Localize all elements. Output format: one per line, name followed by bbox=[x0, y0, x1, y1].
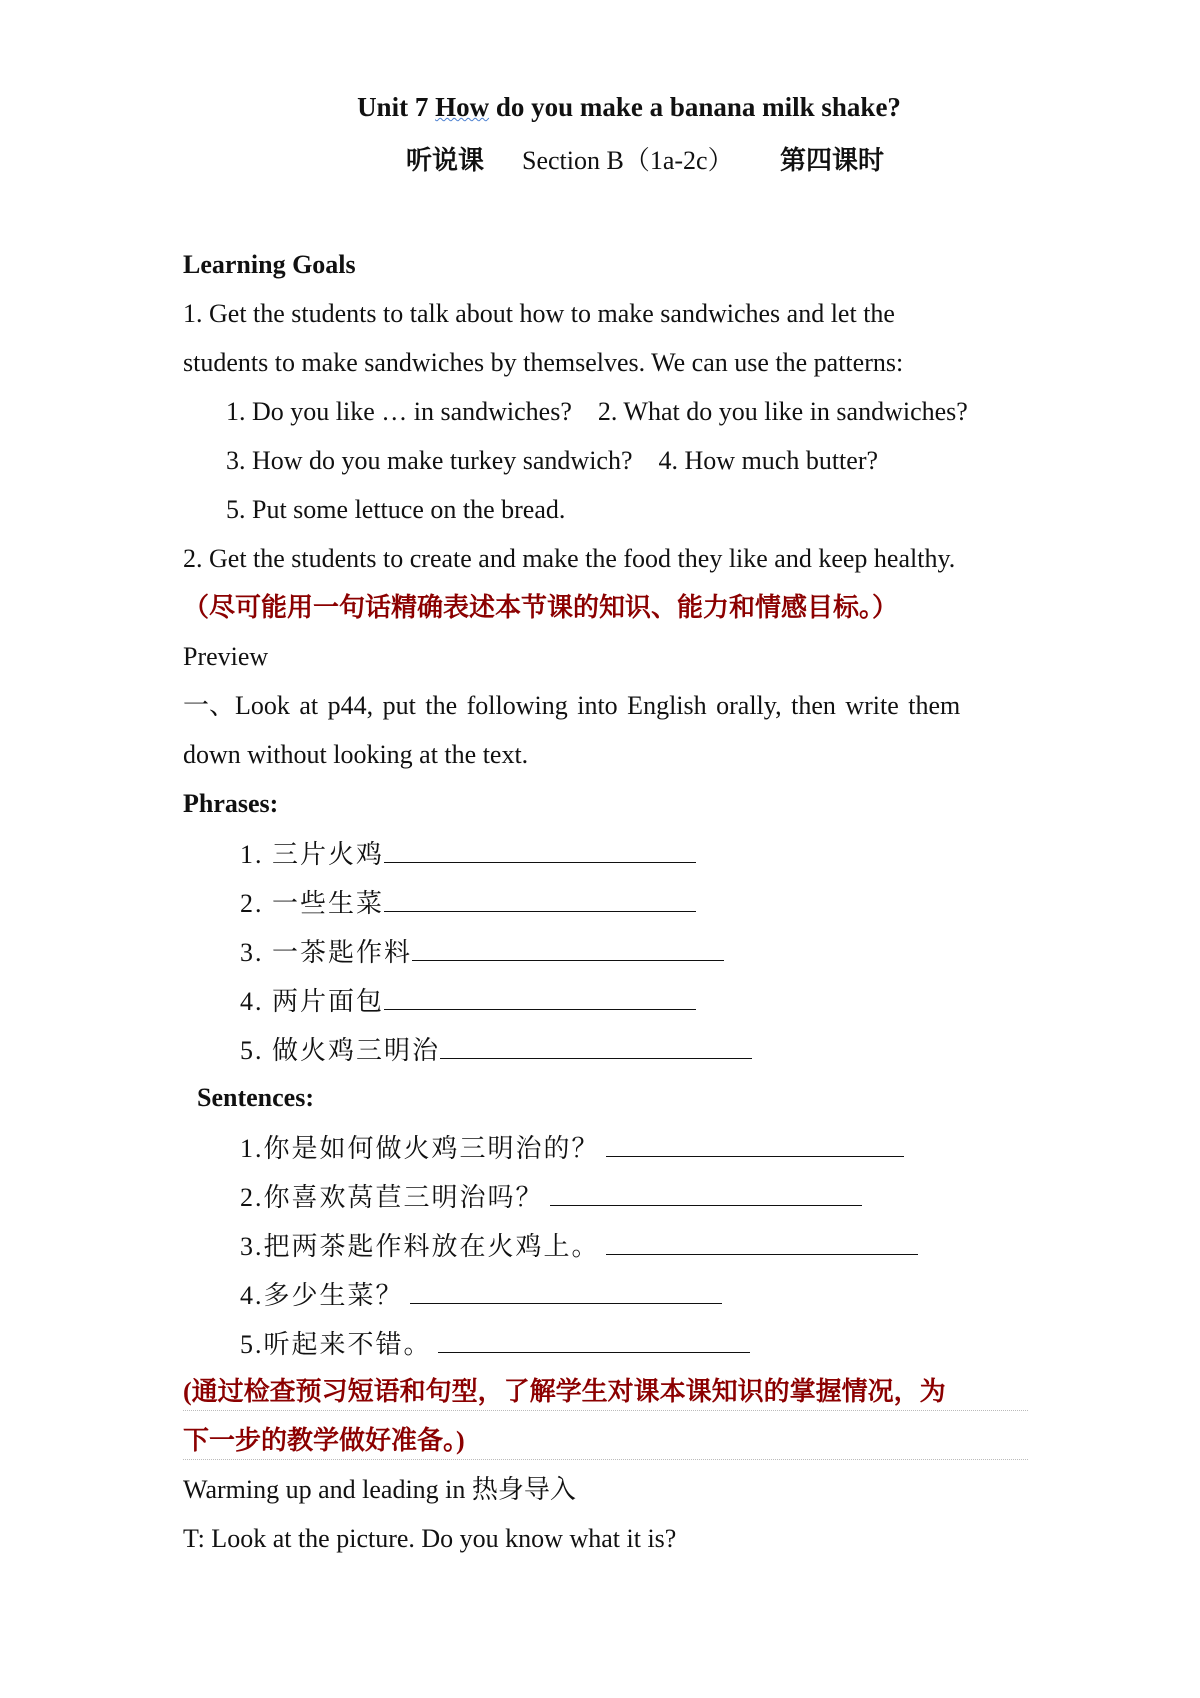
phrase-text: 2. 一些生菜 bbox=[240, 889, 385, 918]
answer-blank[interactable] bbox=[550, 1183, 862, 1206]
pattern-c: 5. Put some lettuce on the bread. bbox=[226, 495, 566, 524]
goals-note: （尽可能用一句话精确表述本节课的知识、能力和情感目标。） bbox=[183, 593, 899, 622]
warmup-heading: Warming up and leading in 热身导入 bbox=[183, 1475, 576, 1504]
pattern-a: 1. Do you like … in sandwiches? 2. What do you like in sandwiches? bbox=[226, 397, 968, 426]
lesson-type: 听说课 bbox=[406, 146, 485, 175]
sentence-item bbox=[240, 1183, 862, 1211]
check-note-line2: 下一步的教学做好准备。) bbox=[183, 1426, 465, 1455]
section-label: Section B（1a-2c） bbox=[522, 146, 734, 175]
phrase-text: 1. 三片火鸡 bbox=[240, 840, 385, 869]
sentence-item bbox=[240, 1330, 750, 1358]
phrases-heading: Phrases: bbox=[183, 789, 279, 818]
preview-instr-line2: down without looking at the text. bbox=[183, 740, 529, 769]
phrase-text: 5. 做火鸡三明治 bbox=[240, 1036, 441, 1065]
period-label: 第四课时 bbox=[780, 146, 885, 175]
unit-title bbox=[0, 92, 1200, 123]
answer-blank[interactable] bbox=[384, 987, 696, 1010]
answer-blank[interactable] bbox=[384, 889, 696, 912]
check-note-line1: (通过检查预习短语和句型，了解学生对课本课知识的掌握情况，为 bbox=[183, 1377, 946, 1406]
answer-blank[interactable] bbox=[606, 1232, 918, 1255]
phrase-item bbox=[240, 1036, 752, 1064]
sentence-item bbox=[240, 1134, 904, 1162]
sentence-text: 2.你喜欢莴苣三明治吗？ bbox=[240, 1183, 544, 1212]
sentences-heading: Sentences: bbox=[197, 1083, 314, 1112]
sentence-text: 4.多少生菜？ bbox=[240, 1281, 404, 1310]
preview-heading: Preview bbox=[183, 642, 269, 671]
title-prefix: Unit 7 bbox=[357, 92, 436, 122]
learning-goals-heading: Learning Goals bbox=[183, 250, 356, 279]
phrase-item bbox=[240, 987, 696, 1015]
answer-blank[interactable] bbox=[384, 840, 696, 863]
answer-blank[interactable] bbox=[438, 1330, 750, 1353]
phrase-text: 3. 一茶匙作料 bbox=[240, 938, 413, 967]
sentence-text: 1.你是如何做火鸡三明治的？ bbox=[240, 1134, 600, 1163]
answer-blank[interactable] bbox=[410, 1281, 722, 1304]
sentence-item bbox=[240, 1232, 918, 1260]
goal1-line2: students to make sandwiches by themselves. We can use the patterns: bbox=[183, 348, 904, 377]
answer-blank[interactable] bbox=[412, 938, 724, 961]
preview-instr-line1: 一、Look at p44, put the following into English orally, then write them bbox=[183, 691, 961, 720]
sentence-text: 3.把两茶匙作料放在火鸡上。 bbox=[240, 1232, 600, 1261]
phrase-item bbox=[240, 840, 696, 868]
phrase-item bbox=[240, 938, 724, 966]
phrase-text: 4. 两片面包 bbox=[240, 987, 385, 1016]
warmup-line: T: Look at the picture. Do you know what it is? bbox=[183, 1524, 677, 1553]
title-rest: do you make a banana milk shake? bbox=[489, 92, 901, 122]
dotted-divider bbox=[183, 1459, 1028, 1460]
goal2: 2. Get the students to create and make the food they like and keep healthy. bbox=[183, 544, 956, 573]
goal1-line1: 1. Get the students to talk about how to make sandwiches and let the bbox=[183, 299, 895, 328]
dotted-divider bbox=[183, 1410, 1028, 1411]
answer-blank[interactable] bbox=[606, 1134, 904, 1157]
title-how: How bbox=[435, 92, 490, 122]
phrase-item bbox=[240, 889, 696, 917]
sentence-item bbox=[240, 1281, 722, 1309]
answer-blank[interactable] bbox=[440, 1036, 752, 1059]
sentence-text: 5.听起来不错。 bbox=[240, 1330, 432, 1359]
pattern-b: 3. How do you make turkey sandwich? 4. How much butter? bbox=[226, 446, 879, 475]
